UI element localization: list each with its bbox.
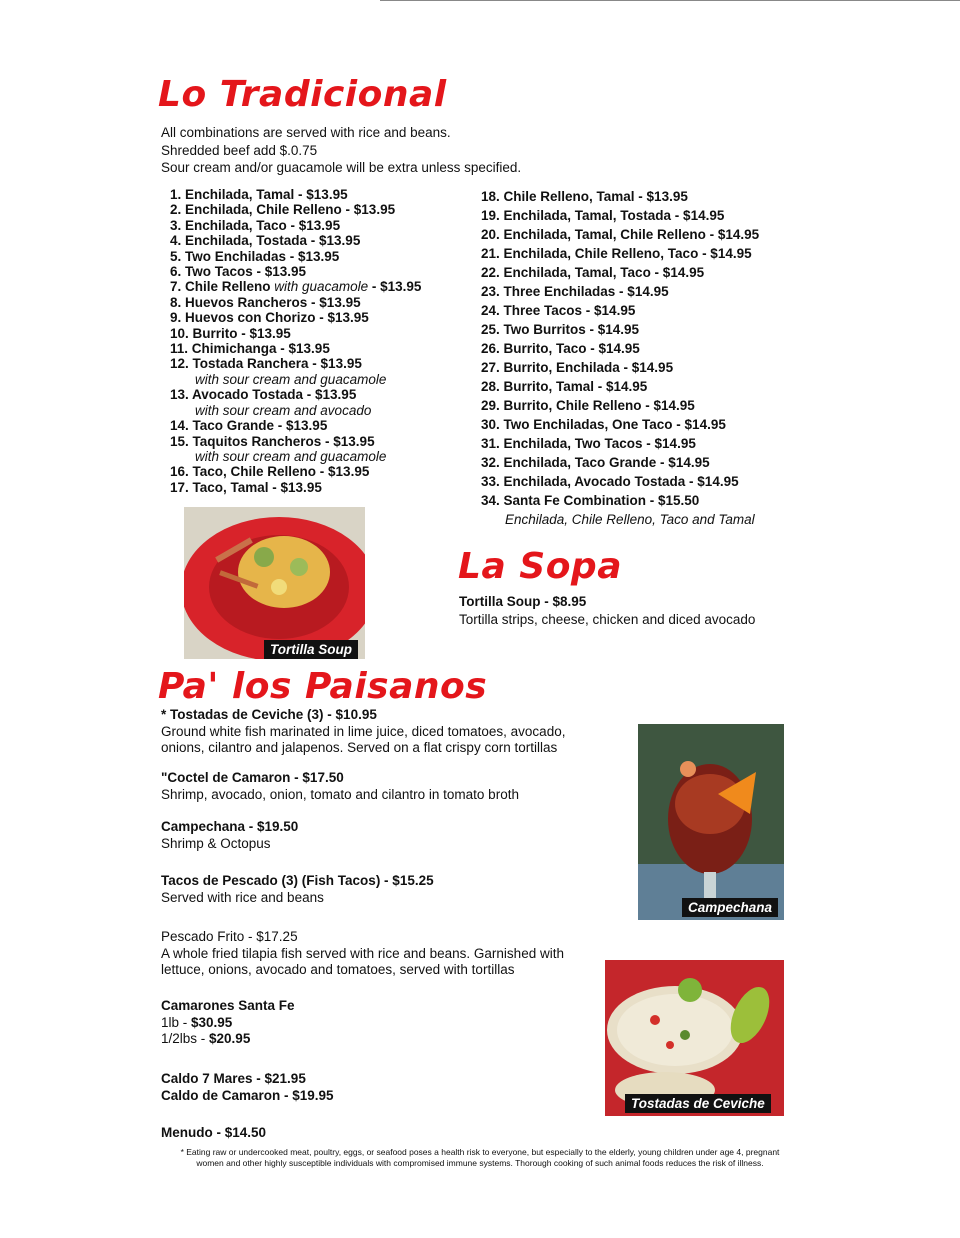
tradicional-intro xyxy=(161,124,521,177)
combo-item: 12. Tostada Ranchera - $13.95 xyxy=(170,356,362,372)
health-footnote xyxy=(160,1147,800,1168)
tortilla-soup-desc: Tortilla strips, cheese, chicken and diced avocado xyxy=(459,612,756,627)
combo-item: 13. Avocado Tostada - $13.95 xyxy=(170,387,357,403)
combo-item: 2. Enchilada, Chile Relleno - $13.95 xyxy=(170,202,396,218)
camarones-item xyxy=(161,998,295,1048)
combo-item-note: with sour cream and guacamole xyxy=(195,371,387,387)
combo-item: 7. Chile Relleno with guacamole - $13.95 xyxy=(170,279,422,295)
intro-line: All combinations are served with rice and beans. xyxy=(161,125,451,140)
item-desc: Shrimp & Octopus xyxy=(161,835,271,851)
combo-item: 16. Taco, Chile Relleno - $13.95 xyxy=(170,464,370,480)
price-line xyxy=(161,1015,295,1032)
tortilla-soup-item: Tortilla Soup - $8.95 xyxy=(459,594,587,609)
ceviche-image xyxy=(605,960,784,1116)
combo-item: 5. Two Enchiladas - $13.95 xyxy=(170,248,340,264)
item-name: Camarones Santa Fe xyxy=(161,998,295,1013)
combo-item: 10. Burrito - $13.95 xyxy=(170,325,291,341)
item-name: * Tostadas de Ceviche (3) - $10.95 xyxy=(161,707,377,722)
item-desc: Ground white fish marinated in lime juice, diced tomatoes, avocado, xyxy=(161,723,566,739)
combo-item: 33. Enchilada, Avocado Tostada - $14.95 xyxy=(481,474,739,489)
combo-item: 14. Taco Grande - $13.95 xyxy=(170,418,328,434)
combo-item: 3. Enchilada, Taco - $13.95 xyxy=(170,217,341,233)
combo-item: 1. Enchilada, Tamal - $13.95 xyxy=(170,187,348,202)
combo-item: 9. Huevos con Chorizo - $13.95 xyxy=(170,310,369,326)
pescado-frito-item xyxy=(161,929,564,979)
combo-item: 25. Two Burritos - $14.95 xyxy=(481,322,640,337)
footnote-line: * Eating raw or undercooked meat, poultry, eggs, or seafood poses a health risk to everyone, but especially to the elderly, young children under age 4, pregnant xyxy=(180,1147,780,1157)
item-desc: onions, cilantro and jalapenos. Served on a flat crispy corn tortillas xyxy=(161,740,558,755)
intro-line: Shredded beef add $.0.75 xyxy=(161,142,318,158)
photo-caption: Tortilla Soup xyxy=(264,640,358,659)
item-desc: A whole fried tilapia fish served with rice and beans. Garnished with xyxy=(161,945,564,961)
price: $20.95 xyxy=(209,1031,251,1046)
combo-item: 24. Three Tacos - $14.95 xyxy=(481,303,636,318)
section-title-paisanos: Pa' los Paisanos xyxy=(158,666,488,707)
section-title-sopa: La Sopa xyxy=(458,546,622,587)
combo-item: 11. Chimichanga - $13.95 xyxy=(170,341,330,357)
combo-item: 23. Three Enchiladas - $14.95 xyxy=(481,284,669,299)
combo-item: 20. Enchilada, Tamal, Chile Relleno - $14.95 xyxy=(481,227,760,242)
combo-item: 27. Burrito, Enchilada - $14.95 xyxy=(481,360,674,375)
combo-item: 8. Huevos Rancheros - $13.95 xyxy=(170,294,361,310)
menudo-item: Menudo - $14.50 xyxy=(161,1125,267,1140)
combo-item: 17. Taco, Tamal - $13.95 xyxy=(170,479,322,495)
combo-item-note: with sour cream and guacamole xyxy=(195,448,387,464)
tortilla-soup-image xyxy=(184,507,365,659)
combo-item: 18. Chile Relleno, Tamal - $13.95 xyxy=(481,189,688,204)
combo-item: 26. Burrito, Taco - $14.95 xyxy=(481,341,640,356)
combo-list-right xyxy=(481,187,759,529)
combo-item: 15. Taquitos Rancheros - $13.95 xyxy=(170,433,375,449)
photo-caption: Campechana xyxy=(682,898,778,917)
item-name: Campechana - $19.50 xyxy=(161,819,299,834)
item-name: Caldo 7 Mares - $21.95 xyxy=(161,1071,306,1086)
coctel-item xyxy=(161,770,519,803)
combo-item: 31. Enchilada, Two Tacos - $14.95 xyxy=(481,436,696,451)
combo-list-left xyxy=(170,187,421,495)
price: $30.95 xyxy=(191,1014,233,1030)
campechana-item xyxy=(161,819,298,852)
combo-item: 4. Enchilada, Tostada - $13.95 xyxy=(170,233,361,249)
item-name: Caldo de Camaron - $19.95 xyxy=(161,1087,334,1103)
price-line xyxy=(161,1031,295,1048)
combo-item-note: Enchilada, Chile Relleno, Taco and Tamal xyxy=(505,512,755,527)
footnote-line: women and other highly susceptible individuals with compromised immune systems. Thorough cooking of such animal foods reduces the risk of illness. xyxy=(196,1157,764,1168)
intro-line: Sour cream and/or guacamole will be extra unless specified. xyxy=(161,160,522,175)
item-desc: Served with rice and beans xyxy=(161,889,324,905)
size-label: 1lb - xyxy=(161,1014,192,1030)
ceviche-item xyxy=(161,707,565,757)
campechana-image xyxy=(638,724,784,920)
item-desc: lettuce, onions, avocado and tomatoes, served with tortillas xyxy=(161,962,515,977)
caldo-items xyxy=(161,1071,334,1104)
combo-item: 22. Enchilada, Tamal, Taco - $14.95 xyxy=(481,265,705,280)
ceviche-photo xyxy=(605,960,784,1116)
size-label: 1/2lbs - xyxy=(161,1031,210,1046)
fish-tacos-item xyxy=(161,873,434,906)
combo-item-note: with sour cream and avocado xyxy=(195,402,372,418)
section-title-tradicional: Lo Tradicional xyxy=(158,74,447,115)
tortilla-soup-photo xyxy=(184,507,365,659)
combo-item: 28. Burrito, Tamal - $14.95 xyxy=(481,379,648,394)
combo-item: 21. Enchilada, Chile Relleno, Taco - $14.95 xyxy=(481,246,752,261)
combo-item: 29. Burrito, Chile Relleno - $14.95 xyxy=(481,398,695,413)
item-modifier: with guacamole xyxy=(274,279,369,295)
item-desc: Shrimp, avocado, onion, tomato and cilantro in tomato broth xyxy=(161,786,519,802)
item-name: "Coctel de Camaron - $17.50 xyxy=(161,770,344,785)
photo-caption: Tostadas de Ceviche xyxy=(625,1094,771,1113)
combo-item: 30. Two Enchiladas, One Taco - $14.95 xyxy=(481,417,726,432)
item-name: Pescado Frito - $17.25 xyxy=(161,929,298,944)
combo-item: 6. Two Tacos - $13.95 xyxy=(170,264,307,280)
combo-item: 32. Enchilada, Taco Grande - $14.95 xyxy=(481,455,710,470)
campechana-photo xyxy=(638,724,784,920)
combo-item: 19. Enchilada, Tamal, Tostada - $14.95 xyxy=(481,208,725,223)
combo-item: 34. Santa Fe Combination - $15.50 xyxy=(481,493,700,508)
scan-edge-line xyxy=(380,0,960,1)
item-name: Tacos de Pescado (3) (Fish Tacos) - $15.25 xyxy=(161,873,434,888)
